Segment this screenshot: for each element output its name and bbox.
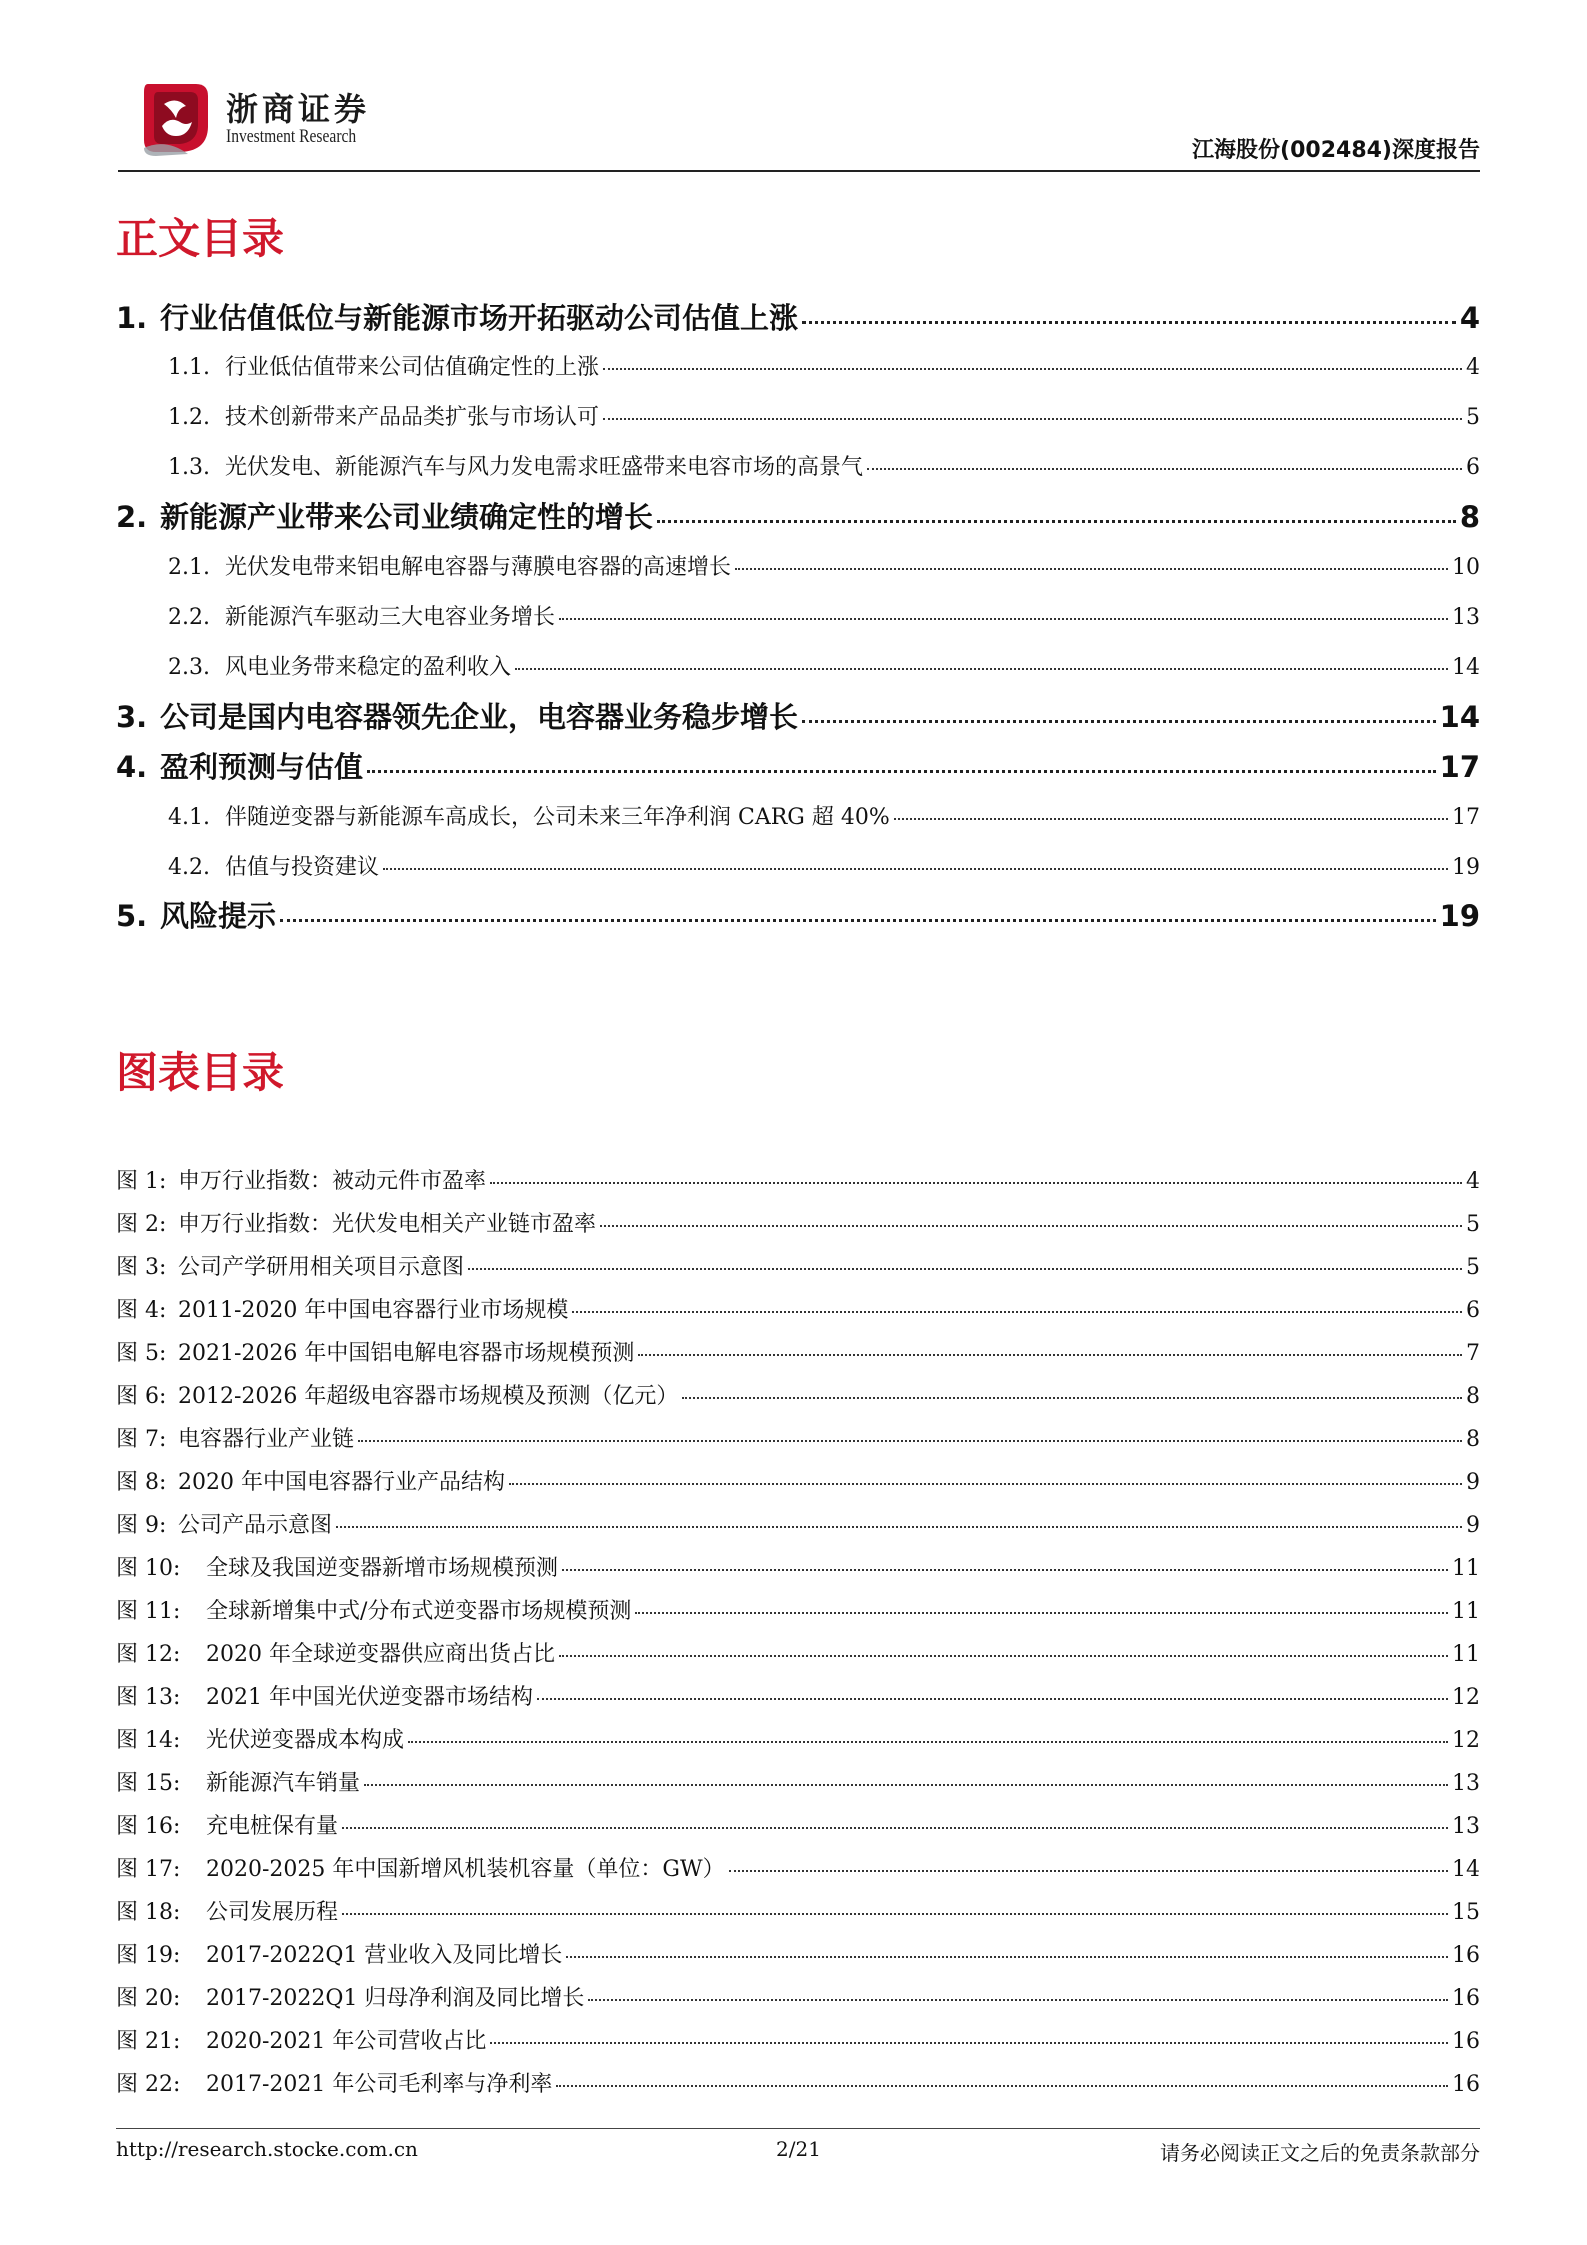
figure-label: 图 21: xyxy=(116,2029,181,2054)
toc-item-page: 13 xyxy=(1452,605,1480,630)
toc-item-page: 19 xyxy=(1452,855,1480,880)
figure-label: 图 17: xyxy=(116,1857,181,1882)
figure-page: 4 xyxy=(1466,1169,1480,1194)
leader-dots xyxy=(515,668,1448,670)
figure-page: 13 xyxy=(1452,1771,1480,1796)
leader-dots xyxy=(342,1913,1448,1915)
leader-dots xyxy=(336,1526,1462,1528)
figure-page: 8 xyxy=(1466,1427,1480,1452)
figure-title: 光伏逆变器成本构成 xyxy=(206,1728,405,1753)
footer-url[interactable]: http://research.stocke.com.cn xyxy=(116,2137,418,2161)
figure-label: 图 22: xyxy=(116,2072,181,2097)
figure-list-item[interactable] xyxy=(116,1551,1480,1583)
figure-label: 图 14: xyxy=(116,1728,181,1753)
toc-item-page: 8 xyxy=(1459,500,1480,534)
leader-dots xyxy=(559,1655,1448,1657)
toc-item[interactable] xyxy=(116,894,1480,934)
figure-title: 2020 年中国电容器行业产品结构 xyxy=(178,1470,505,1495)
leader-dots xyxy=(603,368,1462,370)
figure-page: 6 xyxy=(1466,1298,1480,1323)
figure-list-item[interactable] xyxy=(116,1852,1480,1884)
footer-divider xyxy=(116,2128,1480,2129)
toc-subitem[interactable] xyxy=(168,650,1480,682)
toc-item-page: 6 xyxy=(1466,455,1480,480)
figure-list-item[interactable] xyxy=(116,1594,1480,1626)
toc-item-page: 4 xyxy=(1459,301,1480,335)
leader-dots xyxy=(566,1956,1448,1958)
report-title: 江海股份(002484)深度报告 xyxy=(1192,138,1480,163)
figure-title: 申万行业指数：光伏发电相关产业链市盈率 xyxy=(178,1212,597,1237)
figure-title: 2017-2021 年公司毛利率与净利率 xyxy=(206,2072,553,2097)
toc-item[interactable] xyxy=(116,745,1480,785)
figure-title: 2017-2022Q1 营业收入及同比增长 xyxy=(206,1943,563,1968)
figure-title: 2021-2026 年中国铝电解电容器市场规模预测 xyxy=(178,1341,635,1366)
leader-dots xyxy=(408,1741,1448,1743)
leader-dots xyxy=(588,1999,1448,2001)
figure-title: 全球及我国逆变器新增市场规模预测 xyxy=(206,1556,559,1581)
toc-item-number: 2.3. xyxy=(168,655,210,680)
figure-list-item[interactable] xyxy=(116,1895,1480,1927)
toc-item-title: 伴随逆变器与新能源车高成长，公司未来三年净利润 CARG 超 40% xyxy=(225,805,890,830)
figure-label: 图 12: xyxy=(116,1642,181,1667)
figure-label: 图 20: xyxy=(116,1986,181,2011)
toc-item-title: 盈利预测与估值 xyxy=(160,750,364,784)
toc-item-title: 行业估值低位与新能源市场开拓驱动公司估值上涨 xyxy=(160,301,799,335)
figure-page: 16 xyxy=(1452,1986,1480,2011)
figure-title: 2012-2026 年超级电容器市场规模及预测（亿元） xyxy=(178,1384,679,1409)
figure-page: 12 xyxy=(1452,1728,1480,1753)
toc-subitem[interactable] xyxy=(168,450,1480,482)
figure-title: 电容器行业产业链 xyxy=(178,1427,355,1452)
figure-list-heading: 图表目录 xyxy=(116,1048,285,1097)
figure-page: 16 xyxy=(1452,2072,1480,2097)
toc-heading: 正文目录 xyxy=(116,214,285,263)
toc-subitem[interactable] xyxy=(168,600,1480,632)
toc-item[interactable] xyxy=(116,495,1480,535)
figure-page: 15 xyxy=(1452,1900,1480,1925)
figure-title: 充电桩保有量 xyxy=(206,1814,339,1839)
figure-title: 2020-2025 年中国新增风机装机容量（单位：GW） xyxy=(206,1857,725,1882)
leader-dots xyxy=(735,568,1448,570)
figure-page: 7 xyxy=(1466,1341,1480,1366)
leader-dots xyxy=(509,1483,1462,1485)
figure-title: 申万行业指数：被动元件市盈率 xyxy=(178,1169,487,1194)
figure-label: 图 3: xyxy=(116,1255,167,1280)
toc-item-number: 1.1. xyxy=(168,355,210,380)
toc-item-number: 2.1. xyxy=(168,555,210,580)
leader-dots xyxy=(729,1870,1448,1872)
leader-dots xyxy=(657,520,1456,523)
figure-list-item[interactable] xyxy=(116,2024,1480,2056)
figure-label: 图 5: xyxy=(116,1341,167,1366)
figure-label: 图 19: xyxy=(116,1943,181,1968)
leader-dots xyxy=(572,1311,1462,1313)
figure-page: 12 xyxy=(1452,1685,1480,1710)
toc-item-title: 光伏发电带来铝电解电容器与薄膜电容器的高速增长 xyxy=(225,555,732,580)
figure-label: 图 4: xyxy=(116,1298,167,1323)
figure-list-item[interactable] xyxy=(116,1465,1480,1497)
figure-list-item[interactable] xyxy=(116,1207,1480,1239)
figure-label: 图 10: xyxy=(116,1556,181,1581)
figure-page: 11 xyxy=(1452,1642,1480,1667)
figure-list-item[interactable] xyxy=(116,1680,1480,1712)
figure-title: 公司产品示意图 xyxy=(178,1513,333,1538)
toc-item-title: 新能源汽车驱动三大电容业务增长 xyxy=(225,605,556,630)
leader-dots xyxy=(556,2085,1448,2087)
toc-item-page: 14 xyxy=(1452,655,1480,680)
toc-item-number: 3. xyxy=(116,700,148,734)
figure-title: 公司产学研用相关项目示意图 xyxy=(178,1255,465,1280)
toc-item-number: 5. xyxy=(116,899,148,933)
figure-list-item[interactable] xyxy=(116,1422,1480,1454)
toc-item-page: 4 xyxy=(1466,355,1480,380)
leader-dots xyxy=(537,1698,1448,1700)
figure-page: 8 xyxy=(1466,1384,1480,1409)
toc-item-title: 风险提示 xyxy=(160,899,277,933)
toc-item-page: 19 xyxy=(1439,899,1480,933)
toc-item-title: 光伏发电、新能源汽车与风力发电需求旺盛带来电容市场的高景气 xyxy=(225,455,864,480)
figure-title: 公司发展历程 xyxy=(206,1900,339,1925)
figure-page: 13 xyxy=(1452,1814,1480,1839)
leader-dots xyxy=(682,1397,1462,1399)
toc-item-number: 2. xyxy=(116,500,148,534)
toc-item-number: 1.3. xyxy=(168,455,210,480)
figure-page: 16 xyxy=(1452,2029,1480,2054)
toc-subitem[interactable] xyxy=(168,400,1480,432)
toc-item-page: 10 xyxy=(1452,555,1480,580)
leader-dots xyxy=(364,1784,1448,1786)
leader-dots xyxy=(867,468,1462,470)
figure-title: 2021 年中国光伏逆变器市场结构 xyxy=(206,1685,533,1710)
figure-page: 11 xyxy=(1452,1556,1480,1581)
figure-list-item[interactable] xyxy=(116,1723,1480,1755)
toc-subitem[interactable] xyxy=(168,800,1480,832)
toc-item[interactable] xyxy=(116,695,1480,735)
figure-page: 11 xyxy=(1452,1599,1480,1624)
toc-item-number: 1.2. xyxy=(168,405,210,430)
figure-label: 图 9: xyxy=(116,1513,167,1538)
figure-page: 9 xyxy=(1466,1513,1480,1538)
figure-list-item[interactable] xyxy=(116,1637,1480,1669)
toc-subitem[interactable] xyxy=(168,550,1480,582)
leader-dots xyxy=(635,1612,1448,1614)
toc-item-page: 5 xyxy=(1466,405,1480,430)
figure-title: 新能源汽车销量 xyxy=(206,1771,361,1796)
figure-label: 图 11: xyxy=(116,1599,181,1624)
figure-label: 图 1: xyxy=(116,1169,167,1194)
leader-dots xyxy=(802,321,1456,324)
leader-dots xyxy=(358,1440,1462,1442)
figure-list-item[interactable] xyxy=(116,1250,1480,1282)
figure-label: 图 6: xyxy=(116,1384,167,1409)
leader-dots xyxy=(638,1354,1462,1356)
leader-dots xyxy=(280,919,1436,922)
leader-dots xyxy=(894,818,1448,820)
toc-item[interactable] xyxy=(116,296,1480,336)
brand-name-cn: 浙商证券 xyxy=(226,90,371,128)
toc-item-page: 14 xyxy=(1439,700,1480,734)
toc-item-number: 1. xyxy=(116,301,148,335)
figure-label: 图 8: xyxy=(116,1470,167,1495)
leader-dots xyxy=(603,418,1462,420)
figure-list-item[interactable] xyxy=(116,1809,1480,1841)
figure-label: 图 7: xyxy=(116,1427,167,1452)
figure-list-item[interactable] xyxy=(116,1293,1480,1325)
toc-subitem[interactable] xyxy=(168,850,1480,882)
figure-list-item[interactable] xyxy=(116,1379,1480,1411)
figure-title: 2011-2020 年中国电容器行业市场规模 xyxy=(178,1298,569,1323)
leader-dots xyxy=(342,1827,1448,1829)
figure-list-item[interactable] xyxy=(116,1164,1480,1196)
toc-item-title: 新能源产业带来公司业绩确定性的增长 xyxy=(160,500,654,534)
page-number: 2/21 xyxy=(776,2137,821,2161)
figure-label: 图 13: xyxy=(116,1685,181,1710)
header-divider xyxy=(118,170,1480,172)
figure-page: 14 xyxy=(1452,1857,1480,1882)
toc-item-title: 技术创新带来产品品类扩张与市场认可 xyxy=(225,405,600,430)
figure-list-item[interactable] xyxy=(116,1508,1480,1540)
brand-name-en: Investment Research xyxy=(226,126,357,147)
figure-page: 5 xyxy=(1466,1255,1480,1280)
toc-item-number: 4.1. xyxy=(168,805,210,830)
figure-page: 16 xyxy=(1452,1943,1480,1968)
toc-item-number: 2.2. xyxy=(168,605,210,630)
leader-dots xyxy=(562,1569,1448,1571)
figure-list-item[interactable] xyxy=(116,1938,1480,1970)
leader-dots xyxy=(490,1182,1462,1184)
leader-dots xyxy=(468,1268,1462,1270)
figure-list-item[interactable] xyxy=(116,1981,1480,2013)
figure-title: 2020 年全球逆变器供应商出货占比 xyxy=(206,1642,555,1667)
figure-label: 图 15: xyxy=(116,1771,181,1796)
figure-page: 9 xyxy=(1466,1470,1480,1495)
figure-list-item[interactable] xyxy=(116,1336,1480,1368)
figure-list-item[interactable] xyxy=(116,1766,1480,1798)
figure-label: 图 2: xyxy=(116,1212,167,1237)
toc-item-page: 17 xyxy=(1452,805,1480,830)
figure-page: 5 xyxy=(1466,1212,1480,1237)
leader-dots xyxy=(600,1225,1462,1227)
figure-label: 图 18: xyxy=(116,1900,181,1925)
toc-item-number: 4.2. xyxy=(168,855,210,880)
toc-item-page: 17 xyxy=(1439,750,1480,784)
leader-dots xyxy=(367,770,1436,773)
figure-list-item[interactable] xyxy=(116,2067,1480,2099)
toc-subitem[interactable] xyxy=(168,350,1480,382)
leader-dots xyxy=(559,618,1448,620)
company-logo-icon xyxy=(136,78,216,156)
figure-title: 2017-2022Q1 归母净利润及同比增长 xyxy=(206,1986,585,2011)
leader-dots xyxy=(490,2042,1448,2044)
page-header xyxy=(118,78,1480,174)
figure-label: 图 16: xyxy=(116,1814,181,1839)
footer-disclaimer: 请务必阅读正文之后的免责条款部分 xyxy=(1160,2141,1480,2165)
figure-title: 全球新增集中式/分布式逆变器市场规模预测 xyxy=(206,1599,632,1624)
leader-dots xyxy=(802,720,1436,723)
toc-item-title: 行业低估值带来公司估值确定性的上涨 xyxy=(225,355,600,380)
toc-item-title: 风电业务带来稳定的盈利收入 xyxy=(225,655,512,680)
leader-dots xyxy=(383,868,1448,870)
figure-title: 2020-2021 年公司营收占比 xyxy=(206,2029,487,2054)
toc-item-number: 4. xyxy=(116,750,148,784)
toc-item-title: 公司是国内电容器领先企业，电容器业务稳步增长 xyxy=(160,700,799,734)
toc-item-title: 估值与投资建议 xyxy=(225,855,380,880)
